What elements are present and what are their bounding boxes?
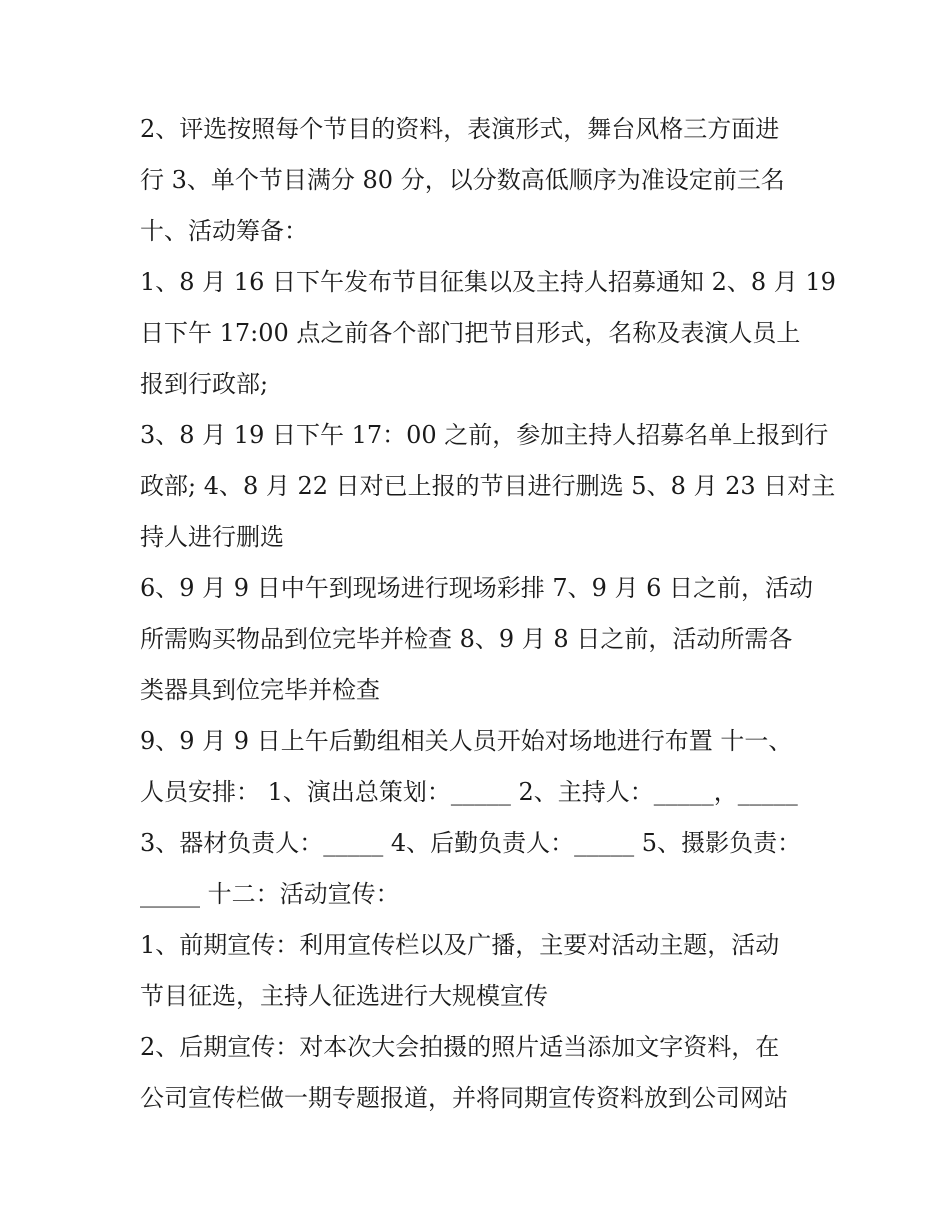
text-line: 9、9 月 9 日上午后勤组相关人员开始对场地进行布置 十一、	[140, 727, 793, 755]
text-line: _____ 十二：活动宣传：	[140, 880, 400, 908]
document-body	[140, 104, 836, 1124]
text-line: 所需购买物品到位完毕并检查 8、9 月 8 日之前，活动所需各	[140, 625, 793, 653]
text-line: 持人进行删选	[140, 523, 284, 551]
section-heading: 十、活动筹备：	[140, 217, 308, 245]
text-line: 3、器材负责人：_____ 4、后勤负责人：_____ 5、摄影负责：	[140, 829, 802, 857]
text-line: 人员安排： 1、演出总策划：_____ 2、主持人：_____，_____	[140, 778, 798, 806]
text-line: 日下午 17:00 点之前各个部门把节目形式，名称及表演人员上	[140, 319, 801, 347]
text-line: 2、评选按照每个节目的资料，表演形式，舞台风格三方面进	[140, 115, 780, 143]
text-line: 行 3、单个节目满分 80 分，以分数高低顺序为准设定前三名	[140, 166, 785, 194]
text-line: 类器具到位完毕并检查	[140, 676, 380, 704]
text-line: 1、前期宣传：利用宣传栏以及广播，主要对活动主题，活动	[140, 931, 780, 959]
text-line: 政部; 4、8 月 22 日对已上报的节目进行删选 5、8 月 23 日对主	[140, 472, 836, 500]
text-line: 6、9 月 9 日中午到现场进行现场彩排 7、9 月 6 日之前，活动	[140, 574, 814, 602]
text-line: 节目征选，主持人征选进行大规模宣传	[140, 982, 548, 1010]
text-line: 3、8 月 19 日下午 17：00 之前，参加主持人招募名单上报到行	[140, 421, 829, 449]
text-line: 报到行政部;	[140, 370, 269, 398]
text-line: 1、8 月 16 日下午发布节目征集以及主持人招募通知 2、8 月 19	[140, 268, 836, 296]
text-line: 公司宣传栏做一期专题报道，并将同期宣传资料放到公司网站	[140, 1084, 788, 1112]
text-line: 2、后期宣传：对本次大会拍摄的照片适当添加文字资料，在	[140, 1033, 780, 1061]
